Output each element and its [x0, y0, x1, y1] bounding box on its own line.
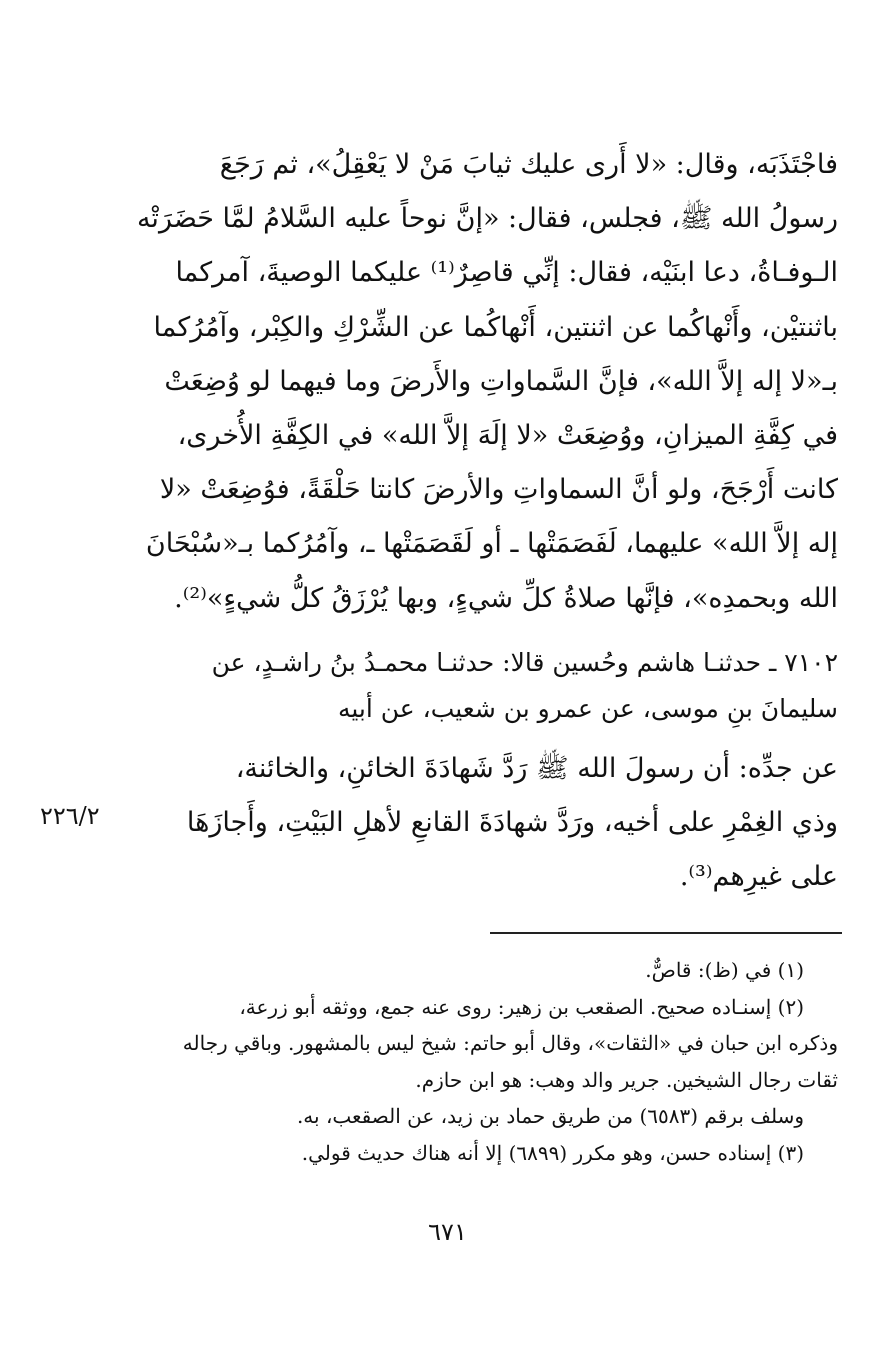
- footnote-divider: [490, 932, 842, 934]
- hadith-isnad: [118, 640, 838, 732]
- main-text-line: باثنتيْن، وأَنْهاكُما عن اثنتين، أَنْهاكُما عن الشِّرْكِ والكِبْر، وآمُرُكما: [153, 311, 838, 343]
- footnotes-block: [118, 952, 838, 1171]
- page-number: ٦٧١: [428, 1218, 467, 1246]
- hadith-matn-line: وذي الغِمْرِ على أخيه، ورَدَّ شهادَةَ القانعِ لأهلِ البَيْتِ، وأَجازَهَا: [186, 807, 838, 839]
- main-text-line: كانت أَرْجَحَ، ولو أنَّ السماواتِ والأرضَ كانتا حَلْقَةً، فوُضِعَتْ «لا: [159, 474, 838, 506]
- hadith-matn: [118, 742, 838, 905]
- hadith-isnad-line: ٧١٠٢ ـ حدثنـا هاشم وحُسين قالا: حدثنـا محمـدُ بنُ راشـدٍ، عن: [211, 648, 838, 677]
- footnote-line: (٣) إسناده حسن، وهو مكرر (٦٨٩٩) إلا أنه هناك حديث قولي.: [301, 1140, 804, 1165]
- main-text-block: [118, 138, 838, 626]
- main-text-line: بـ«لا إله إلاَّ الله»، فإنَّ السَّماواتِ والأَرضَ وما فيهما لو وُضِعَتْ: [164, 365, 838, 397]
- main-text-line: إله إلاَّ الله» عليهما، لَفَصَمَتْها ـ أو لَقَصَمَتْها ـ، وآمُرُكما بـ«سُبْحَانَ: [145, 528, 838, 560]
- footnote-line: (٢) إسنـاده صحيح. الصقعب بن زهير: روى عنه جمع، ووثقه أبو زرعة،: [239, 994, 804, 1019]
- footnote-line: ثقات رجال الشيخين. جرير والد وهب: هو ابن حازم.: [415, 1067, 838, 1092]
- footnote-line: وسلف برقم (٦٥٨٣) من طريق حماد بن زيد، عن الصقعب، به.: [296, 1104, 804, 1128]
- volume-page-reference: ٢٢٦/٢: [40, 802, 100, 830]
- main-text-line: فاجْتَذَبَه، وقال: «لا أَرى عليك ثيابَ مَنْ لا يَعْقِلُ»، ثم رَجَعَ: [219, 149, 838, 180]
- main-text-line: في كِفَّةِ الميزانِ، ووُضِعَتْ «لا إلَهَ إلاَّ الله» في الكِفَّةِ الأُخرى،: [177, 419, 838, 451]
- footnote-line: وذكره ابن حبان في «الثقات»، وقال أبو حاتم: شيخ ليس بالمشهور. وباقي رجاله: [182, 1031, 838, 1055]
- hadith-matn-line: عن جدِّه: أن رسولَ الله ﷺ رَدَّ شَهادَةَ الخائنِ، والخائنة،: [235, 753, 838, 784]
- main-text-line: الله وبحمدِه»، فإنَّها صلاةُ كلِّ شيءٍ، وبها يُرْزَقُ كلُّ شيءٍ»⁽²⁾.: [174, 582, 838, 614]
- main-text-line: رسولُ الله ﷺ، فجلس، فقال: «إنَّ نوحاً عليه السَّلامُ لمَّا حَضَرَتْه: [136, 203, 838, 235]
- hadith-isnad-line: سليمانَ بنِ موسى، عن عمرو بن شعيب، عن أبيه: [337, 694, 838, 723]
- footnote-line: (١) في (ظ): قاصٌّ.: [645, 958, 804, 982]
- hadith-matn-line: على غيرِهم⁽³⁾.: [679, 861, 838, 893]
- main-text-line: الـوفـاةُ، دعا ابنَيْه، فقال: إنِّي قاصِرٌ⁽¹⁾ عليكما الوصيةَ، آمركما: [175, 257, 838, 289]
